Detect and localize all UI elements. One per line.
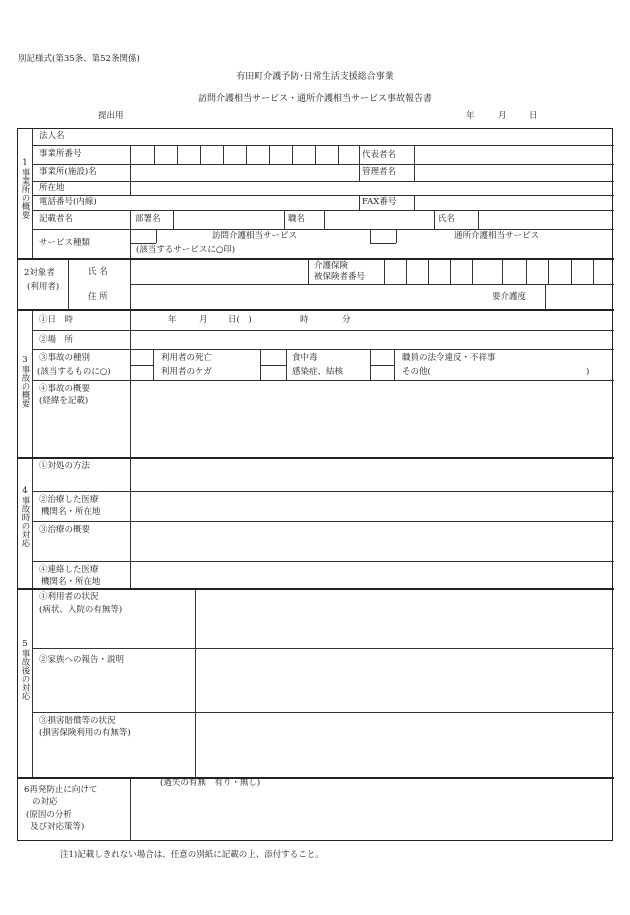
submit-label: 提出用: [98, 111, 124, 121]
option-user-injury: 利用者のケガ: [161, 367, 212, 377]
accident-minute-label: 分: [342, 315, 351, 325]
treatment-summary-label: ③治療の概要: [39, 525, 91, 535]
corp-name-label: 法人名: [39, 131, 65, 141]
representative-label: 代表者名: [362, 150, 397, 160]
option-food-poisoning: 食中毒: [292, 353, 318, 363]
date-month-label: 月: [498, 111, 507, 121]
date-year-label: 年: [466, 111, 475, 121]
dept-label: 部署名: [135, 214, 161, 224]
form-reference: 別記様式(第35条、第52条関係): [18, 54, 140, 64]
option-other-close: ): [586, 367, 590, 377]
section5-label: 5事故後の対応: [20, 639, 30, 700]
target-user-label: 2対象者: [24, 268, 55, 278]
section1-label: 1事業所の概要: [20, 158, 30, 219]
reporter-name-label: 氏名: [438, 214, 456, 224]
prevention-label-line4: 及び対応策等): [30, 822, 85, 832]
accident-hour-label: 時: [300, 315, 309, 325]
footer-note: 注1)記載しきれない場合は、任意の別紙に記載の上、添付すること。: [60, 850, 324, 860]
form-title-line2: 訪問介護相当サービス・通所介護相当サービス事故報告書: [197, 94, 432, 104]
insured-label-line1: 介護保険: [314, 261, 349, 271]
treatment-facility-sublabel: 機関名・所在地: [41, 507, 101, 517]
service-home-option: 訪問介護相当サービス: [212, 231, 298, 241]
prevention-label-line2: の対応: [32, 797, 58, 807]
form-title-line1: 有田町介護予防･日常生活支援総合事業: [236, 72, 394, 82]
manager-label: 管理者名: [362, 167, 397, 177]
fault-presence-label: (過失の有無 有り・無し): [160, 778, 261, 788]
office-number-label: 事業所番号: [39, 149, 82, 159]
user-name-label: 氏 名: [88, 267, 108, 277]
insured-label-line2: 被保険者番号: [314, 272, 366, 282]
accident-place-label: ②場 所: [39, 335, 74, 345]
accident-type-sublabel: (該当するものに○): [37, 367, 111, 377]
accident-year-label: 年: [168, 315, 177, 325]
user-status-label: ①利用者の状況: [39, 592, 99, 602]
prevention-label-line3: (原因の分析: [26, 810, 72, 820]
option-other: その他(: [402, 367, 431, 377]
office-name-label: 事業所(施設)名: [39, 167, 97, 177]
service-note: (該当するサービスに○印): [136, 245, 236, 255]
target-user-sublabel: (利用者): [27, 282, 60, 292]
accident-datetime-label: ①日 時: [39, 315, 74, 325]
accident-month-label: 月: [199, 315, 208, 325]
phone-label: 電話番号(内線): [39, 197, 97, 207]
date-day-label: 日: [529, 111, 538, 121]
accident-type-label: ③事故の種別: [39, 353, 91, 363]
family-report-label: ②家族への報告・説明: [39, 655, 125, 665]
user-status-sublabel: (病状、入院の有無等): [39, 605, 123, 615]
handling-method-label: ①対処の方法: [39, 461, 91, 471]
user-address-label: 住 所: [88, 292, 108, 302]
contact-facility-label: ④連絡した医療: [39, 565, 99, 575]
prevention-label-line1: 6再発防止に向けて: [24, 785, 98, 795]
service-type-label: サービス種類: [39, 238, 91, 248]
contact-facility-sublabel: 機関名・所在地: [41, 577, 101, 587]
option-infection: 感染症、結核: [292, 367, 344, 377]
option-user-death: 利用者の死亡: [161, 353, 213, 363]
section4-label: 4事故時の対応: [20, 486, 30, 547]
fax-label: FAX番号: [362, 197, 397, 207]
service-day-option: 通所介護相当サービス: [454, 231, 540, 241]
section3-label: 3事故の概要: [20, 355, 30, 408]
position-label: 職名: [288, 214, 306, 224]
compensation-label: ③損害賠償等の状況: [39, 716, 116, 726]
compensation-sublabel: (損害保険利用の有無等): [39, 728, 131, 738]
accident-summary-sublabel: (経緯を記載): [39, 396, 89, 406]
reporter-label: 記載者名: [39, 214, 74, 224]
option-staff-violation: 職員の法令違反・不祥事: [402, 353, 496, 363]
care-level-label: 要介護度: [492, 292, 527, 302]
treatment-facility-label: ②治療した医療: [39, 495, 99, 505]
report-form: [17, 128, 613, 841]
accident-day-label: 日( ): [228, 315, 252, 325]
accident-summary-label: ④事故の概要: [39, 384, 91, 394]
office-address-label: 所在地: [39, 183, 65, 193]
